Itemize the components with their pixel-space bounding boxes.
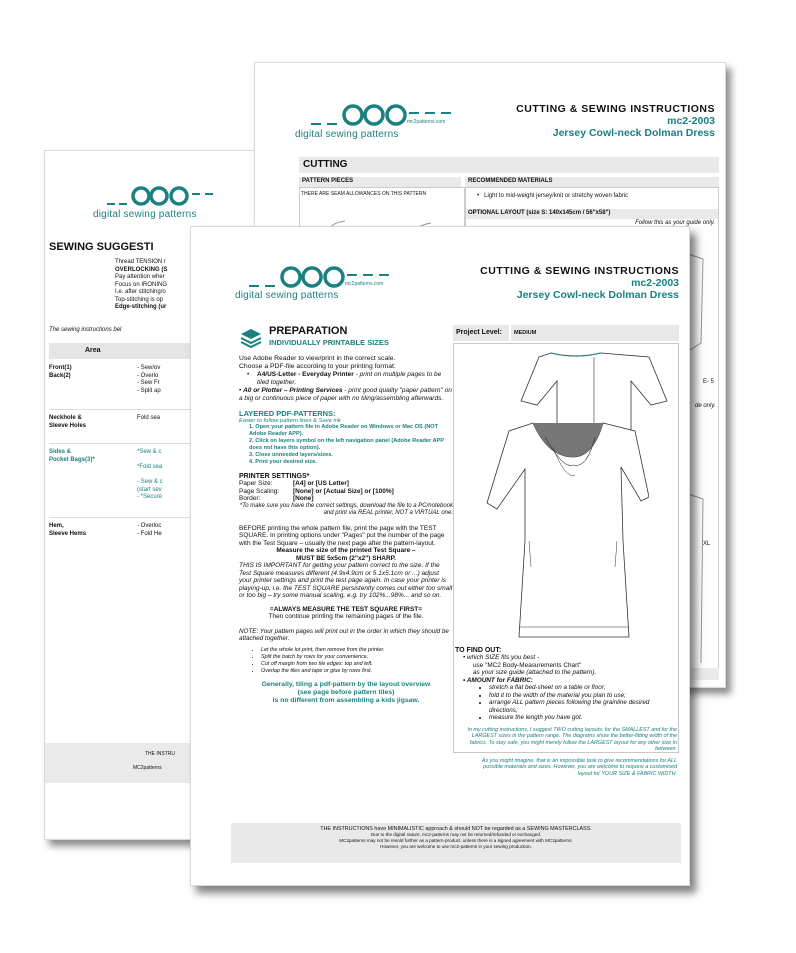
footer-line: However, you are welcome to use mc2-patterns in your sewing production. [380, 844, 532, 850]
advice-text: In my cutting instructions, I suggest TWO cutting layouts: for the SMALLEST and for the LARGEST sizes in the pattern range. The diagrams show the better-fitting width of the fabrics. To stay safe, you might merely follow the LARGEST layout for any other size in between. [467, 726, 677, 752]
page-footer [231, 823, 681, 863]
section-heading: SEWING SUGGESTI [49, 241, 154, 253]
option-title: A0 or Plotter – Printing Services [243, 387, 343, 394]
logo-tagline: digital sewing patterns [295, 129, 399, 140]
important-text: THIS IS IMPORTANT for getting your pattern correct to the size. If the Test Square measures different (4.9x4.9cm or 5.1x5.1cm or ...) adjust your printer settings and print the test page again. In case your printer is playing-up, i.e. the TEST SQUARE persistently comes out either too small or too big – try some manual scaling, e.g. try 102%...98%... and so on. [239, 562, 453, 599]
preparation-text [239, 355, 453, 705]
table-cell: Fold sea [137, 415, 161, 421]
brand-logo [93, 185, 237, 220]
doc-title: CUTTING & SEWING INSTRUCTIONS [480, 265, 679, 277]
setting-value: [A4] or [US Letter] [293, 480, 349, 487]
find-line: • which SIZE fits you best - [463, 654, 540, 661]
pattern-code: mc2-2003 [631, 277, 679, 289]
fabric-step: • fold it to the width of the material you plan to use; [489, 692, 677, 700]
table-row: Sides & Pocket Bags(3)* [49, 449, 95, 463]
doc-header [480, 265, 679, 301]
setting-key: Paper Size: [239, 480, 273, 487]
logo-site: mc2patterns.com [407, 119, 446, 125]
bullet-list [115, 259, 167, 312]
table-cell: - Overloc - Fold He [137, 523, 162, 537]
table-row: Neckhole & Sleeve Holes [49, 415, 87, 429]
layout-note: Follow this as your guide only. [635, 220, 715, 226]
layout-header: OPTIONAL LAYOUT (size S: 140x145cm / 56"x58") [465, 209, 719, 219]
layout-label: E- 5 [703, 379, 715, 385]
print-option: • A4/US-Letter - Everyday Printer - print on multiple pages to be tiled together. [247, 371, 442, 386]
level-value: MEDIUM [511, 325, 679, 341]
printer-settings [239, 480, 453, 503]
table-cell: *Sew & c *Fold sea - Sew & c (start sev - *Secure [137, 449, 163, 500]
row-divider [49, 443, 199, 444]
setting-key: Border: [239, 495, 261, 502]
logo-graphic [297, 103, 477, 131]
list-item: Pay attention wher [115, 274, 165, 280]
option-desc: - print on multiple pages to be tiled together. [257, 371, 442, 386]
layout-size-label: XL [703, 541, 711, 547]
find-line: • AMOUNT for FABRIC: [463, 676, 533, 684]
find-text: AMOUNT for FABRIC: [466, 676, 533, 684]
list-item: Edge-stitching (ur [115, 304, 167, 310]
intro-line: Use Adobe Reader to view/print in the correct scale. [239, 355, 396, 362]
logo-tagline: digital sewing patterns [93, 209, 197, 220]
intro-text: The sewing instructions bel [49, 327, 122, 333]
seam-note: THERE ARE SEAM ALLOWANCES ON THIS PATTERN [301, 191, 427, 197]
tip-item: • Let the whole lot print, then remove from the printer. [261, 647, 453, 654]
layers-icon [239, 327, 263, 349]
step-item: 1. Open your pattern file in Adobe Reader on Windows or Mac OS (NOT Adobe Reader APP). [249, 424, 439, 437]
logo-graphic [97, 185, 237, 211]
find-size [455, 654, 677, 684]
setting-key: Page Scaling: [239, 487, 280, 495]
logo-tagline: digital sewing patterns [235, 290, 339, 301]
column-header: PATTERN PIECES [299, 177, 461, 187]
list-item: I.e. after stitching/o [115, 289, 166, 295]
logo-graphic [237, 265, 413, 293]
pattern-code: mc2-2003 [667, 115, 715, 127]
settings-note: *To make sure you have the correct settings, download the file to a PC/notebook and print via REAL printer, NOT a VIRTUAL one. [239, 502, 453, 516]
doc-header [516, 103, 715, 139]
prep-heading: PREPARATION [269, 325, 348, 337]
fabric-step: • stretch a flat bed-sheet on a table or floor; [489, 684, 677, 692]
table-row: Hem, Sleeve Hems [49, 523, 87, 537]
setting-value: [None] [293, 495, 314, 502]
intro-line: Choose a PDF-file according to your printing format: [239, 363, 396, 370]
layered-heading: LAYERED PDF-PATTERNS: [239, 409, 336, 418]
option-title: A4/US-Letter - Everyday Printer [257, 371, 354, 378]
jigsaw-line: Generally, tiling a pdf-pattern by the layout overview [261, 680, 431, 688]
material-item: • Light to mid-weight jersey/knit or stretchy woven fabric [477, 193, 629, 199]
advice-text: As you might imagine, that is an impossible task to give recommendations for ALL possible materials and sizes. However, you are welcome to request a customised layout for YOUR SIZE & FABRIC WIDTH. [481, 757, 677, 777]
table-header: Area [49, 343, 199, 359]
find-line: as your size guide (attached to the pattern). [473, 669, 597, 676]
always-line: =ALWAYS MEASURE THE TEST SQUARE FIRST= [269, 605, 423, 613]
find-line: use "MC2 Body-Measurements Chart" [473, 661, 582, 669]
setting-row [239, 488, 453, 496]
pattern-name: Jersey Cowl-neck Dolman Dress [552, 127, 715, 139]
logo-site: mc2patterns.com [345, 281, 384, 287]
preparation-page [190, 226, 690, 886]
footer-line: THE INSTRUCTIONS have MINIMALISTIC approach & should NOT be regarded as a SEWING MASTERCLASS. [320, 826, 592, 832]
footer-strip [691, 668, 719, 680]
table-row: Front(1) Back(2) [49, 365, 72, 379]
find-text: which SIZE fits you best - [467, 654, 540, 661]
step-item: 2. Click on layers symbol on the left navigation panel (Adobe Reader APP does not have this option). [249, 438, 444, 451]
layout-note-2: de only. [695, 403, 716, 409]
tip-item: • Cut off margin from two tile edges: top and left. [261, 661, 453, 668]
list-item: Top-stitching is op [115, 296, 164, 303]
list-item: Thread TENSION r [115, 259, 166, 265]
print-option: • A0 or Plotter – Printing Services - print good quality "paper pattern" on a big or continuous piece of paper with no tiling/assembling afterwards. [239, 387, 452, 402]
fabric-step: • measure the length you have got. [489, 714, 677, 722]
tip-item: • Overlap the tiles and tape or glue by rows first. [261, 668, 453, 675]
list-item: OVERLOCKING (S [115, 266, 168, 273]
layered-steps [239, 424, 453, 466]
table-cell: - Sew/ov - Overlo - Sew Fr - Split ap [137, 365, 161, 394]
fabric-step: • arrange ALL pattern pieces following the grainline desired directions; [489, 699, 677, 714]
page-footer [45, 743, 195, 783]
jigsaw-line: (see page before pattern tiles) [297, 688, 395, 696]
list-item: Focus on IRONING [115, 281, 168, 288]
option-desc: - print good quality "paper pattern" on a big or continuous piece of paper with no tiling/assembling afterwards. [239, 387, 452, 402]
find-out-section [455, 647, 677, 777]
brand-logo [295, 103, 477, 140]
footer-line: MC2patterns [133, 765, 162, 771]
setting-row [239, 480, 453, 488]
level-label: Project Level: [453, 325, 509, 341]
footer-line: THE INSTRU [145, 751, 175, 757]
measure-line: MUST BE 5x5cm (2"x2") SHARP. [296, 554, 396, 562]
step-item: 3. Close unneeded layers/sizes. [249, 452, 333, 458]
measure-line: Measure the size of the printed Test Square – [276, 547, 416, 554]
front-view-sketch [453, 417, 649, 643]
jigsaw-line: is no different from assembling a kids jigsaw. [272, 696, 420, 704]
row-divider [49, 409, 199, 410]
tips-list [239, 647, 453, 675]
footer-line: MC2patterns may not be resold further as a pattern-product, unless there is a signed agreement with MC2patterns. [339, 838, 573, 844]
fabric-steps [455, 684, 677, 722]
column-header: RECOMMENDED MATERIALS [465, 177, 719, 187]
setting-row [239, 495, 453, 503]
material-text: Light to mid-weight jersey/knit or stretchy woven fabric [484, 193, 629, 199]
find-heading: TO FIND OUT: [455, 647, 502, 654]
pattern-name: Jersey Cowl-neck Dolman Dress [516, 289, 679, 301]
always-line: Then continue printing the remaining pages of the file. [268, 613, 424, 620]
test-square-text: BEFORE printing the whole pattern file, print the page with the TEST SQUARE. In printing options under "Pages" put the number of the page with the Test Square – usually the next page after the pattern-layout. [239, 524, 445, 547]
setting-value: [None] or [Actual Size] or [100%] [293, 487, 394, 495]
prep-subheading: INDIVIDUALLY PRINTABLE SIZES [269, 338, 389, 347]
note-text: NOTE: Your pattern pages will print out in the order in which they should be attached together. [239, 627, 449, 642]
section-bar: CUTTING [299, 157, 719, 173]
row-divider [49, 517, 199, 518]
doc-title: CUTTING & SEWING INSTRUCTIONS [516, 103, 715, 115]
layered-subheading: Easier to follow pattern lines & Save ink [239, 418, 341, 424]
brand-logo [235, 265, 413, 301]
printer-heading: PRINTER SETTINGS* [239, 473, 310, 480]
tip-item: • Split the batch by rows for your convenience. [261, 654, 453, 661]
footer-line: Due to the digital nature, mc2-patterns may not be returned/refunded or exchanged. [370, 832, 542, 838]
step-item: 4. Print your desired size. [249, 459, 317, 465]
